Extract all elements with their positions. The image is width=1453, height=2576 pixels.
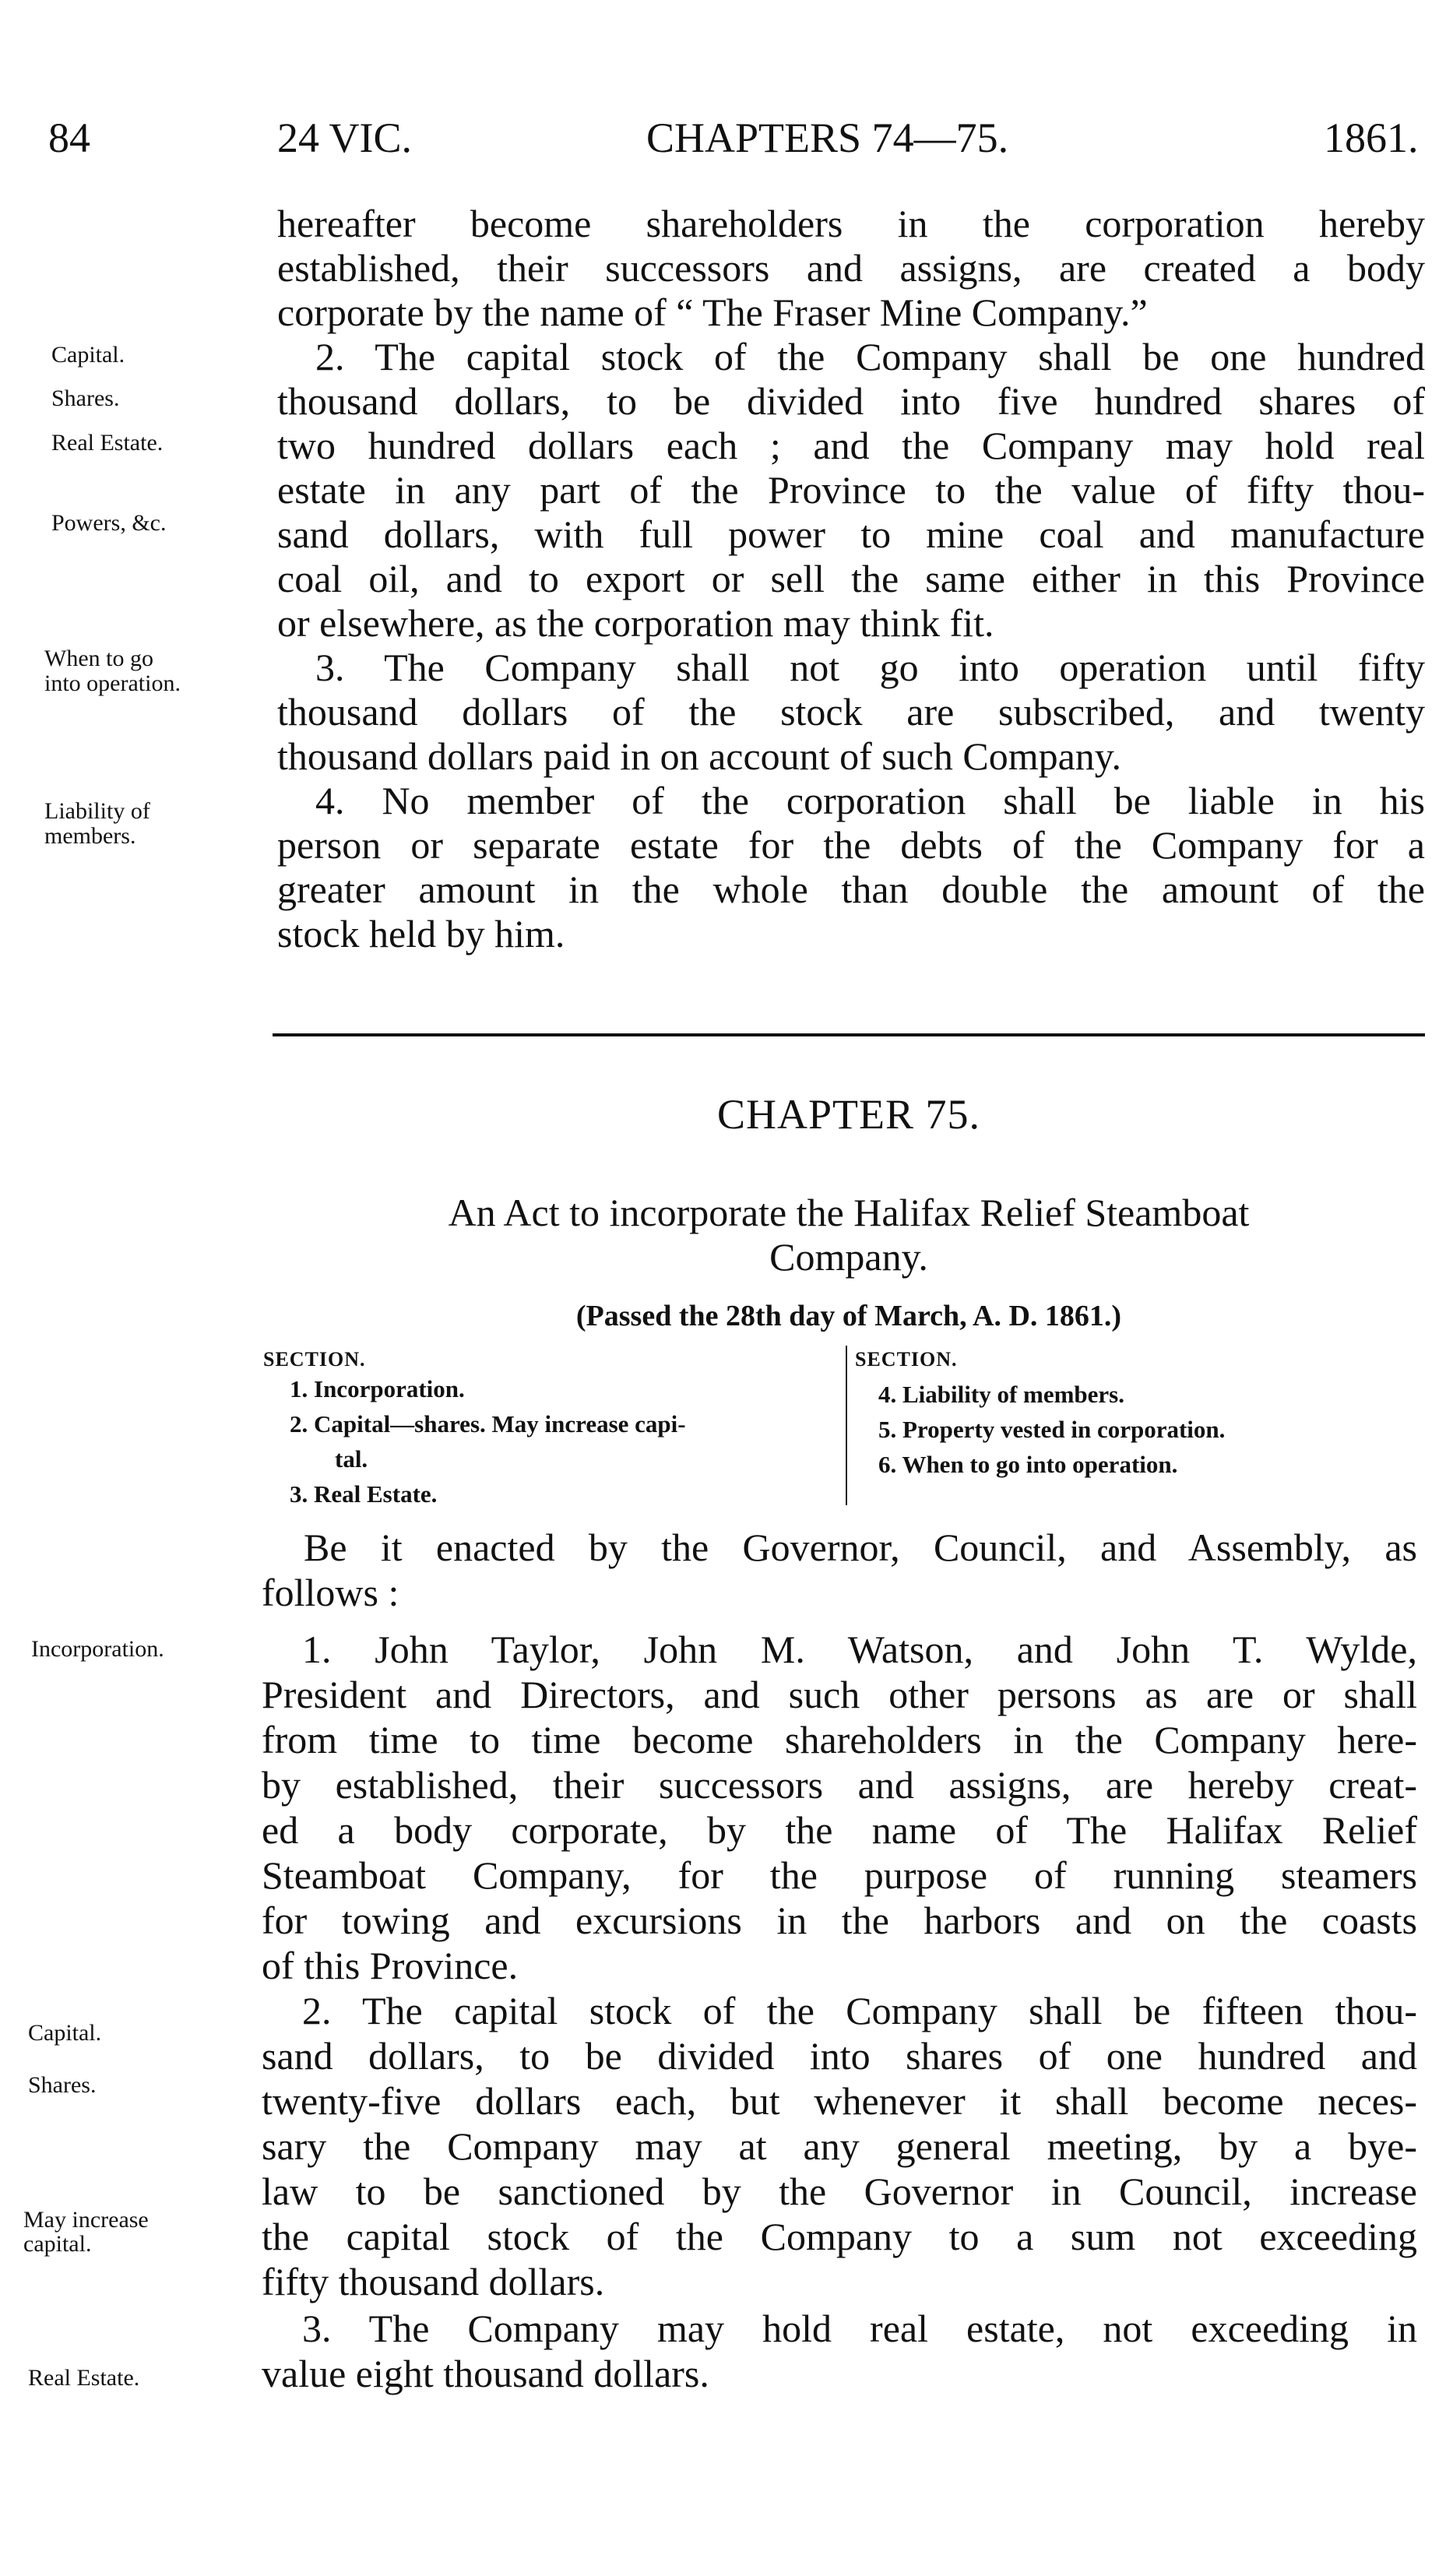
body-line: follows : <box>262 1571 399 1614</box>
body-line: coal oil, and to export or sell the same either in this Province <box>277 557 1425 600</box>
margin-note-may-increase: capital. <box>23 2231 92 2257</box>
body-line: two hundred dollars each ; and the Company may hold real <box>277 424 1425 467</box>
body-line: 2. The capital stock of the Company shall be fifteen thou- <box>302 1989 1417 2032</box>
section-entry: 1. Incorporation. <box>290 1375 465 1402</box>
body-line: estate in any part of the Province to the value of fifty thou- <box>277 468 1425 512</box>
margin-note-may-increase: May increase <box>23 2207 149 2233</box>
section-entry: 2. Capital—shares. May increase capi- <box>290 1410 686 1438</box>
body-line: sand dollars, with full power to mine coal and manufacture <box>277 512 1425 556</box>
margin-note-liability: members. <box>44 823 136 849</box>
body-line: greater amount in the whole than double the amount of the <box>277 867 1425 911</box>
margin-note-when-to-go: into operation. <box>44 670 181 696</box>
margin-note-real-estate: Real Estate. <box>51 430 164 456</box>
section-entry: 6. When to go into operation. <box>878 1451 1178 1478</box>
body-line: stock held by him. <box>277 912 565 955</box>
act-title: Company. <box>769 1235 928 1279</box>
body-line: for towing and excursions in the harbors and on the coasts <box>262 1899 1417 1942</box>
passed-date: (Passed the 28th day of March, A. D. 1861.) <box>575 1300 1122 1332</box>
margin-note-when-to-go: When to go <box>44 646 153 671</box>
body-line: hereafter become shareholders in the corporation hereby <box>277 202 1425 245</box>
body-line: fifty thousand dollars. <box>262 2260 605 2303</box>
body-line: 3. The Company may hold real estate, not exceeding in <box>302 2307 1417 2350</box>
page-number: 84 <box>48 114 90 161</box>
margin-note-shares: Shares. <box>28 2072 97 2098</box>
section-entry: 5. Property vested in corporation. <box>878 1416 1226 1443</box>
body-line: sand dollars, to be divided into shares of one hundred and <box>262 2034 1417 2078</box>
body-line: or elsewhere, as the corporation may think fit. <box>277 601 994 645</box>
body-line: 3. The Company shall not go into operation until fifty <box>315 646 1425 689</box>
margin-note-liability: Liability of <box>44 798 150 824</box>
section-column-head: SECTION. <box>855 1348 958 1371</box>
margin-note-shares: Shares. <box>51 385 120 411</box>
body-line: 2. The capital stock of the Company shall be one hundred <box>315 335 1425 378</box>
chapter-separator-rule <box>273 1033 1425 1036</box>
body-line: thousand dollars paid in on account of such Company. <box>277 734 1122 778</box>
margin-note-incorporation: Incorporation. <box>31 1636 164 1662</box>
section-column-divider <box>846 1346 847 1505</box>
section-column-head: SECTION. <box>263 1348 366 1371</box>
body-line: sary the Company may at any general meeting, by a bye- <box>262 2124 1417 2168</box>
body-line: thousand dollars, to be divided into five hundred shares of <box>277 379 1425 423</box>
body-line: 1. John Taylor, John M. Watson, and John T. Wylde, <box>302 1628 1417 1671</box>
body-line: twenty-five dollars each, but whenever it shall become neces- <box>262 2079 1417 2123</box>
body-line: Be it enacted by the Governor, Council, and Assembly, as <box>304 1526 1417 1569</box>
margin-note-capital: Capital. <box>28 2020 102 2046</box>
body-line: thousand dollars of the stock are subscribed, and twenty <box>277 690 1425 734</box>
margin-note-real-estate: Real Estate. <box>28 2365 140 2391</box>
body-line: law to be sanctioned by the Governor in Council, increase <box>262 2170 1417 2213</box>
section-entry: 4. Liability of members. <box>878 1381 1124 1408</box>
act-title: An Act to incorporate the Halifax Relief Steamboat <box>448 1191 1250 1234</box>
section-entry: tal. <box>335 1445 368 1473</box>
margin-note-powers: Powers, &c. <box>51 510 167 536</box>
section-entry: 3. Real Estate. <box>290 1480 438 1508</box>
running-title: CHAPTERS 74—75. <box>646 114 1009 161</box>
margin-note-capital: Capital. <box>51 342 125 368</box>
body-line: 4. No member of the corporation shall be liable in his <box>315 779 1425 822</box>
body-line: from time to time become shareholders in the Company here- <box>262 1718 1417 1761</box>
body-line: corporate by the name of “ The Fraser Mine Company.” <box>277 290 1148 334</box>
body-line: established, their successors and assigns, are created a body <box>277 246 1425 290</box>
body-line: President and Directors, and such other persons as are or shall <box>262 1673 1417 1716</box>
body-line: the capital stock of the Company to a sum not exceeding <box>262 2215 1417 2258</box>
body-line: value eight thousand dollars. <box>262 2352 709 2395</box>
body-line: person or separate estate for the debts of the Company for a <box>277 823 1425 867</box>
chapter-heading: CHAPTER 75. <box>716 1091 981 1138</box>
reign-label: 24 VIC. <box>277 114 413 161</box>
body-line: by established, their successors and assigns, are hereby creat- <box>262 1763 1417 1807</box>
body-line: Steamboat Company, for the purpose of running steamers <box>262 1853 1417 1897</box>
header-year: 1861. <box>1324 114 1419 161</box>
body-line: ed a body corporate, by the name of The Halifax Relief <box>262 1808 1417 1852</box>
body-line: of this Province. <box>262 1944 519 1987</box>
